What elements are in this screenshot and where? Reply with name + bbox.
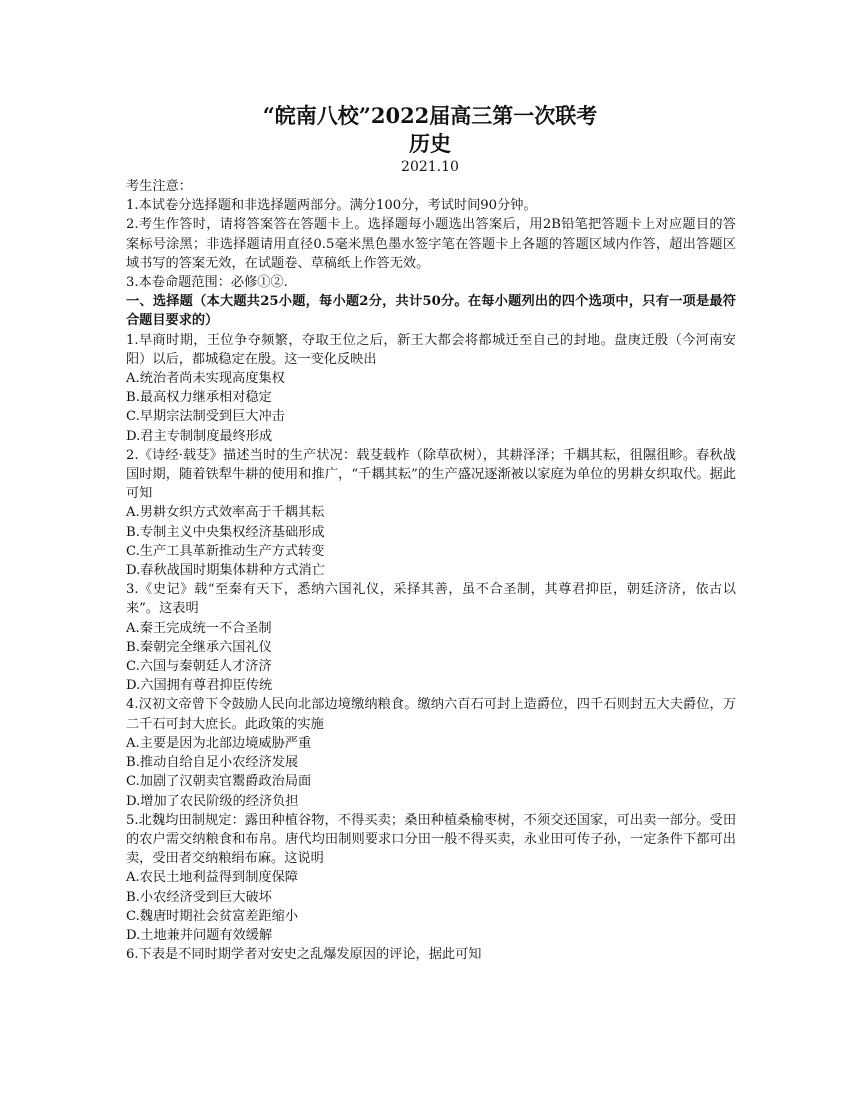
exam-body	[126, 177, 736, 964]
option-b: B.专制主义中央集权经济基础形成	[126, 524, 325, 540]
option-b: B.推动自给自足小农经济发展	[126, 755, 299, 771]
question-1	[126, 331, 736, 446]
option-c: C.六国与秦朝廷人才济济	[126, 659, 272, 675]
question-stem: 3.《史记》载“至秦有天下，悉纳六国礼仪，采择其善，虽不合圣制，其尊君抑臣，朝廷济济，依古以来”。这表明	[126, 582, 736, 617]
question-stem: 2.《诗经·载芟》描述当时的生产状况：载芟载柞（除草砍树），其耕泽泽；千耦其耘，徂隰徂畛。春秋战国时期，随着铁犁牛耕的使用和推广，“千耦其耘”的生产盛况逐渐被以家庭为单位的男耕女织取代。据此可知	[126, 447, 736, 502]
question-6	[126, 945, 736, 964]
option-b: B.最高权力继承相对稳定	[126, 390, 272, 406]
question-stem: 6.下表是不同时期学者对安史之乱爆发原因的评论，据此可知	[126, 947, 482, 963]
option-b: B.小农经济受到巨大破坏	[126, 889, 272, 905]
notice-item: 3.本卷命题范围：必修①②.	[126, 275, 288, 291]
exam-date: 2021.10	[401, 159, 459, 175]
section-heading: 一、选择题（本大题共25小题，每小题2分，共计50分。在每小题列出的四个选项中，只有一项是最符合题目要求的）	[126, 294, 736, 329]
option-d: D.君主专制制度最终形成	[126, 428, 273, 444]
option-a: A.秦王完成统一不合圣制	[126, 620, 272, 636]
question-stem: 4.汉初文帝曾下令鼓励人民向北部边境缴纳粮食。缴纳六百石可封上造爵位，四千石则封五大夫爵位，万二千石可封大庶长。此政策的实施	[126, 697, 736, 732]
option-c: C.早期宗法制受到巨大冲击	[126, 409, 285, 425]
question-3	[126, 580, 736, 695]
question-5	[126, 811, 736, 945]
option-a: A.男耕女织方式效率高于千耦其耘	[126, 505, 325, 521]
option-d: D.六国拥有尊君抑臣传统	[126, 678, 273, 694]
notice-label: 考生注意：	[126, 179, 192, 194]
option-a: A.统治者尚未实现高度集权	[126, 371, 285, 387]
option-d: D.增加了农民阶级的经济负担	[126, 793, 299, 809]
question-2	[126, 446, 736, 580]
notice-item: 2.考生作答时，请将答案答在答题卡上。选择题每小题选出答案后，用2B铅笔把答题卡上对应题目的答案标号涂黑；非选择题请用直径0.5毫米黑色墨水签字笔在答题卡上各题的答题区域内作答，超出答题区域书写的答案无效，在试题卷、草稿纸上作答无效。	[126, 217, 736, 271]
option-d: D.土地兼并问题有效缓解	[126, 927, 273, 943]
option-c: C.加剧了汉朝卖官鬻爵政治局面	[126, 774, 312, 790]
option-d: D.春秋战国时期集体耕种方式消亡	[126, 563, 325, 579]
question-stem: 5.北魏均田制规定：露田种植谷物，不得买卖；桑田种植桑榆枣树，不须交还国家，可出卖一部分。受田的农户需交纳粮食和布帛。唐代均田制则要求口分田一般不得买卖，永业田可传子孙，一定条件下都可出卖，受田者交纳粮绢布麻。这说明	[126, 812, 736, 867]
option-a: A.主要是因为北部边境威胁严重	[126, 735, 312, 751]
exam-title: “皖南八校”2022届高三第一次联考	[262, 103, 598, 128]
question-4	[126, 695, 736, 810]
exam-subject: 历史	[409, 131, 451, 156]
option-a: A.农民土地利益得到制度保障	[126, 870, 298, 886]
exam-header	[0, 103, 860, 176]
option-c: C.生产工具革新推动生产方式转变	[126, 543, 325, 559]
notice-item: 1.本试卷分选择题和非选择题两部分。满分100分，考试时间90分钟。	[126, 198, 537, 214]
option-b: B.秦朝完全继承六国礼仪	[126, 639, 272, 655]
option-c: C.魏唐时期社会贫富差距缩小	[126, 908, 299, 924]
question-stem: 1.早商时期，王位争夺频繁，夺取王位之后，新王大都会将都城迁至自己的封地。盘庚迁殷（今河南安阳）以后，都城稳定在殷。这一变化反映出	[126, 332, 736, 367]
